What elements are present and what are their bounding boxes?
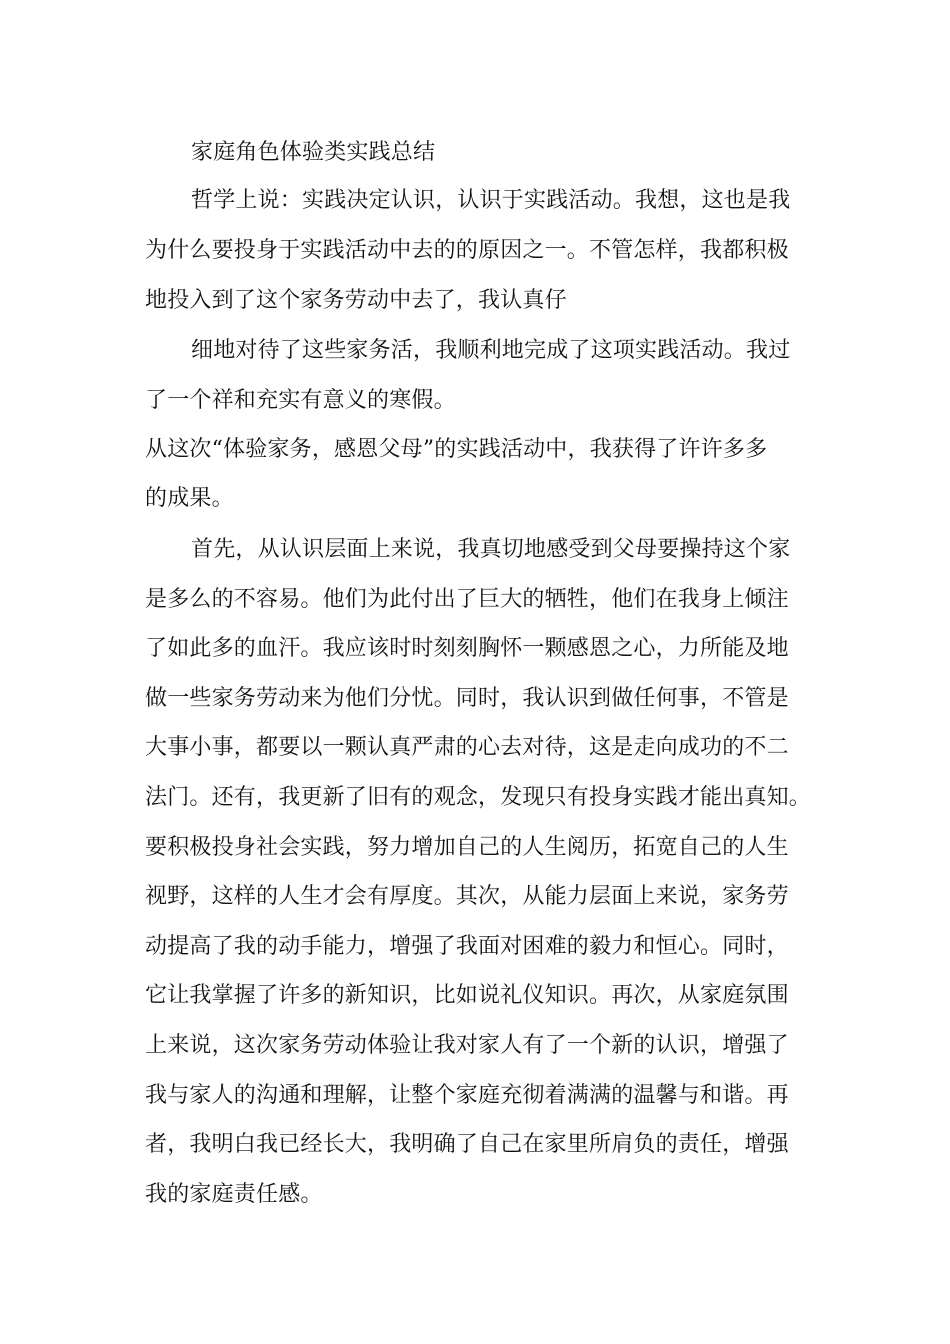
text-line: 哲学上说：实践决定认识，认识于实践活动。我想，这也是我 — [191, 188, 791, 213]
text-line: 视野，这样的人生才会有厚度。其次，从能力层面上来说，家务劳 — [145, 884, 789, 909]
text-line: 动提高了我的动手能力，增强了我面对困难的毅力和恒心。同时， — [145, 934, 789, 959]
text-line: 的成果。 — [145, 486, 234, 511]
text-line: 我与家人的沟通和理解，让整个家庭充彻着满满的温馨与和谐。再 — [145, 1083, 789, 1108]
text-line: 首先，从认识层面上来说，我真切地感受到父母要操持这个家 — [191, 537, 791, 562]
text-line: 它让我掌握了许多的新知识，比如说礼仪知识。再次，从家庭氛围 — [145, 983, 789, 1008]
text-line: 从这次“体验家务，感恩父母”的实践活动中，我获得了许许多多 — [145, 437, 768, 462]
text-line: 了一个祥和充实有意义的寒假。 — [145, 388, 456, 413]
text-line: 大事小事，都要以一颗认真严肃的心去对待，这是走向成功的不二 — [145, 735, 789, 760]
text-line: 细地对待了这些家务活，我顺利地完成了这项实践活动。我过 — [191, 338, 791, 363]
text-line: 为什么要投身于实践活动中去的的原因之一。不管怎样，我都积极 — [145, 238, 789, 263]
text-line: 地投入到了这个家务劳动中去了，我认真仔 — [145, 288, 567, 313]
text-line: 者，我明白我已经长大，我明确了自己在家里所肩负的责任，增强 — [145, 1132, 789, 1157]
document-title: 家庭角色体验类实践总结 — [191, 140, 436, 165]
text-line: 法门。还有，我更新了旧有的观念，发现只有投身实践才能出真知。 — [145, 785, 812, 810]
text-line: 我的家庭责任感。 — [145, 1182, 323, 1207]
text-line: 上来说，这次家务劳动体验让我对家人有了一个新的认识，增强了 — [145, 1033, 789, 1058]
text-line: 了如此多的血汗。我应该时时刻刻胸怀一颗感恩之心，力所能及地 — [145, 636, 789, 661]
text-line: 做一些家务劳动来为他们分忧。同时，我认识到做任何事，不管是 — [145, 686, 789, 711]
text-line: 要积极投身社会实践，努力增加自己的人生阅历，拓宽自己的人生 — [145, 835, 789, 860]
text-line: 是多么的不容易。他们为此付出了巨大的牺牲，他们在我身上倾注 — [145, 587, 789, 612]
